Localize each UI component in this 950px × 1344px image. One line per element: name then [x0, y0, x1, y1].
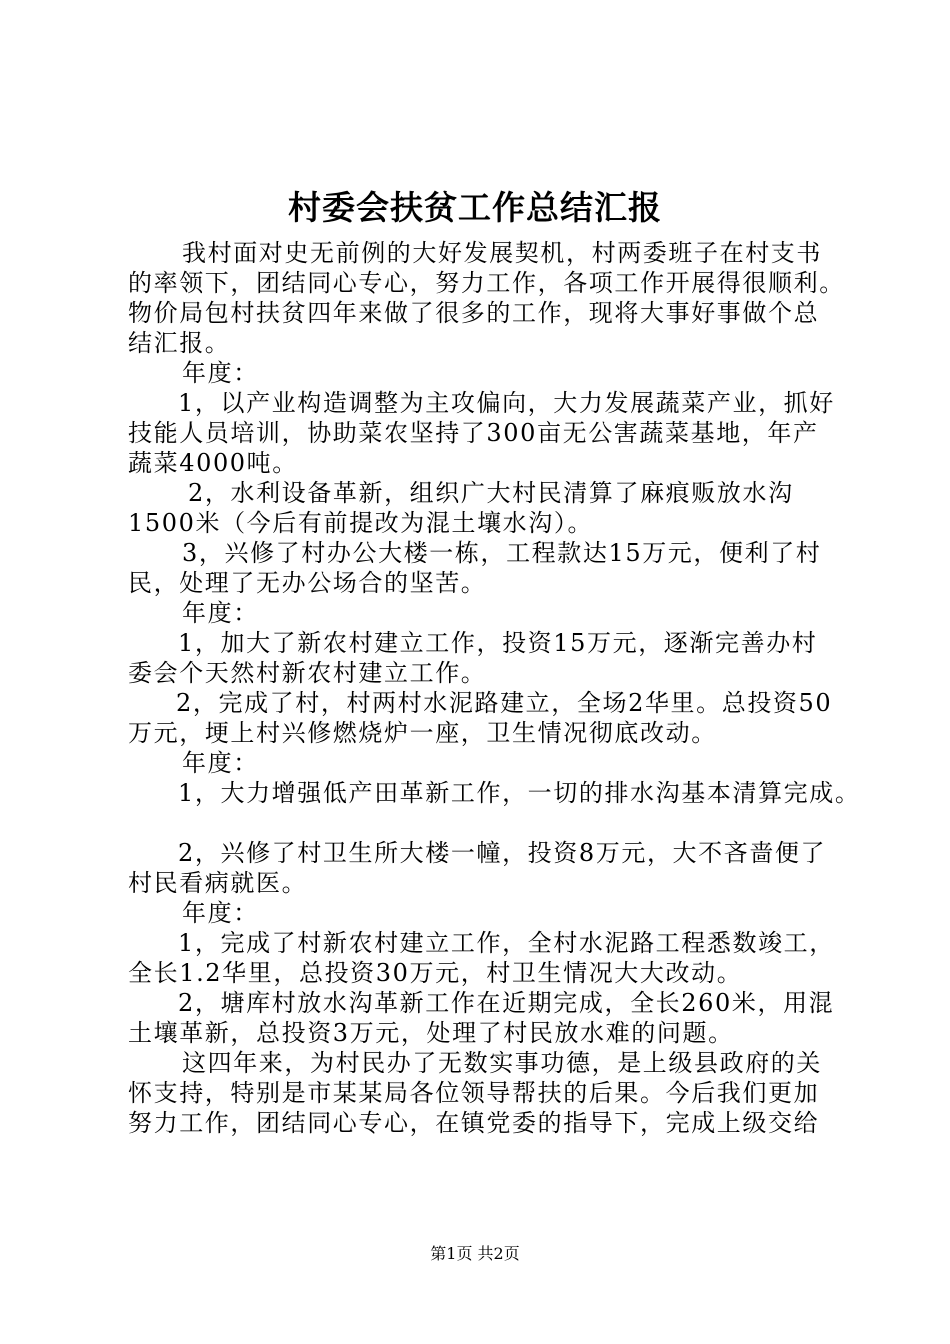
text-line: 这四年来，为村民办了无数实事功德，是上级县政府的关	[182, 1049, 822, 1077]
text-line: 2，兴修了村卫生所大楼一幢，投资8万元，大不吝啬便了	[178, 839, 827, 867]
document-title: 村委会扶贫工作总结汇报	[288, 188, 662, 227]
text-line: 怀支持，特别是市某某局各位领导帮扶的后果。今后我们更加	[128, 1079, 820, 1107]
text-line: 村民看病就医。	[128, 869, 308, 897]
text-line: 物价局包村扶贫四年来做了很多的工作，现将大事好事做个总	[128, 299, 820, 327]
text-line: 蔬菜4000吨。	[128, 449, 298, 477]
year-heading: 年度：	[182, 359, 259, 387]
text-line: 1，加大了新农村建立工作，投资15万元，逐渐完善办村	[178, 629, 818, 657]
text-line: 全长1.2华里，总投资30万元，村卫生情况大大改动。	[128, 959, 743, 987]
text-line: 2，塘库村放水沟革新工作在近期完成，全长260米，用混	[178, 989, 835, 1017]
text-line: 我村面对史无前例的大好发展契机，村两委班子在村支书	[182, 239, 822, 267]
text-line: 民，处理了无办公场合的坚苦。	[128, 569, 487, 597]
text-line: 1，以产业构造调整为主攻偏向，大力发展蔬菜产业，抓好	[178, 389, 835, 417]
document-body	[128, 238, 861, 1138]
text-line: 2，水利设备革新，组织广大村民清算了麻痕贩放水沟	[188, 479, 794, 507]
text-line: 的率领下，团结同心专心，努力工作，各项工作开展得很顺利。	[128, 269, 845, 297]
blank-line	[128, 808, 844, 838]
text-line: 1500米（今后有前提改为混土壤水沟）。	[128, 509, 594, 537]
text-line: 努力工作，团结同心专心，在镇党委的指导下，完成上级交给	[128, 1109, 820, 1137]
text-line: 1，完成了村新农村建立工作，全村水泥路工程悉数竣工，	[178, 929, 835, 957]
text-line: 结汇报。	[128, 329, 231, 357]
text-line: 1，大力增强低产田革新工作，一切的排水沟基本清算完成。	[178, 779, 861, 807]
text-line: 3，兴修了村办公大楼一栋，工程款达15万元，便利了村	[182, 539, 822, 567]
text-line: 万元，埂上村兴修燃烧炉一座，卫生情况彻底改动。	[128, 719, 717, 747]
year-heading: 年度：	[182, 749, 259, 777]
text-line: 土壤革新，总投资3万元，处理了村民放水难的问题。	[128, 1019, 734, 1047]
text-line: 技能人员培训，协助菜农坚持了300亩无公害蔬菜基地，年产	[128, 419, 819, 447]
page-footer: 第1页 共2页	[430, 1244, 520, 1263]
text-line: 委会个天然村新农村建立工作。	[128, 659, 487, 687]
text-line: 2，完成了村，村两村水泥路建立，全场2华里。总投资50	[176, 689, 833, 717]
year-heading: 年度：	[182, 599, 259, 627]
year-heading: 年度：	[182, 899, 259, 927]
